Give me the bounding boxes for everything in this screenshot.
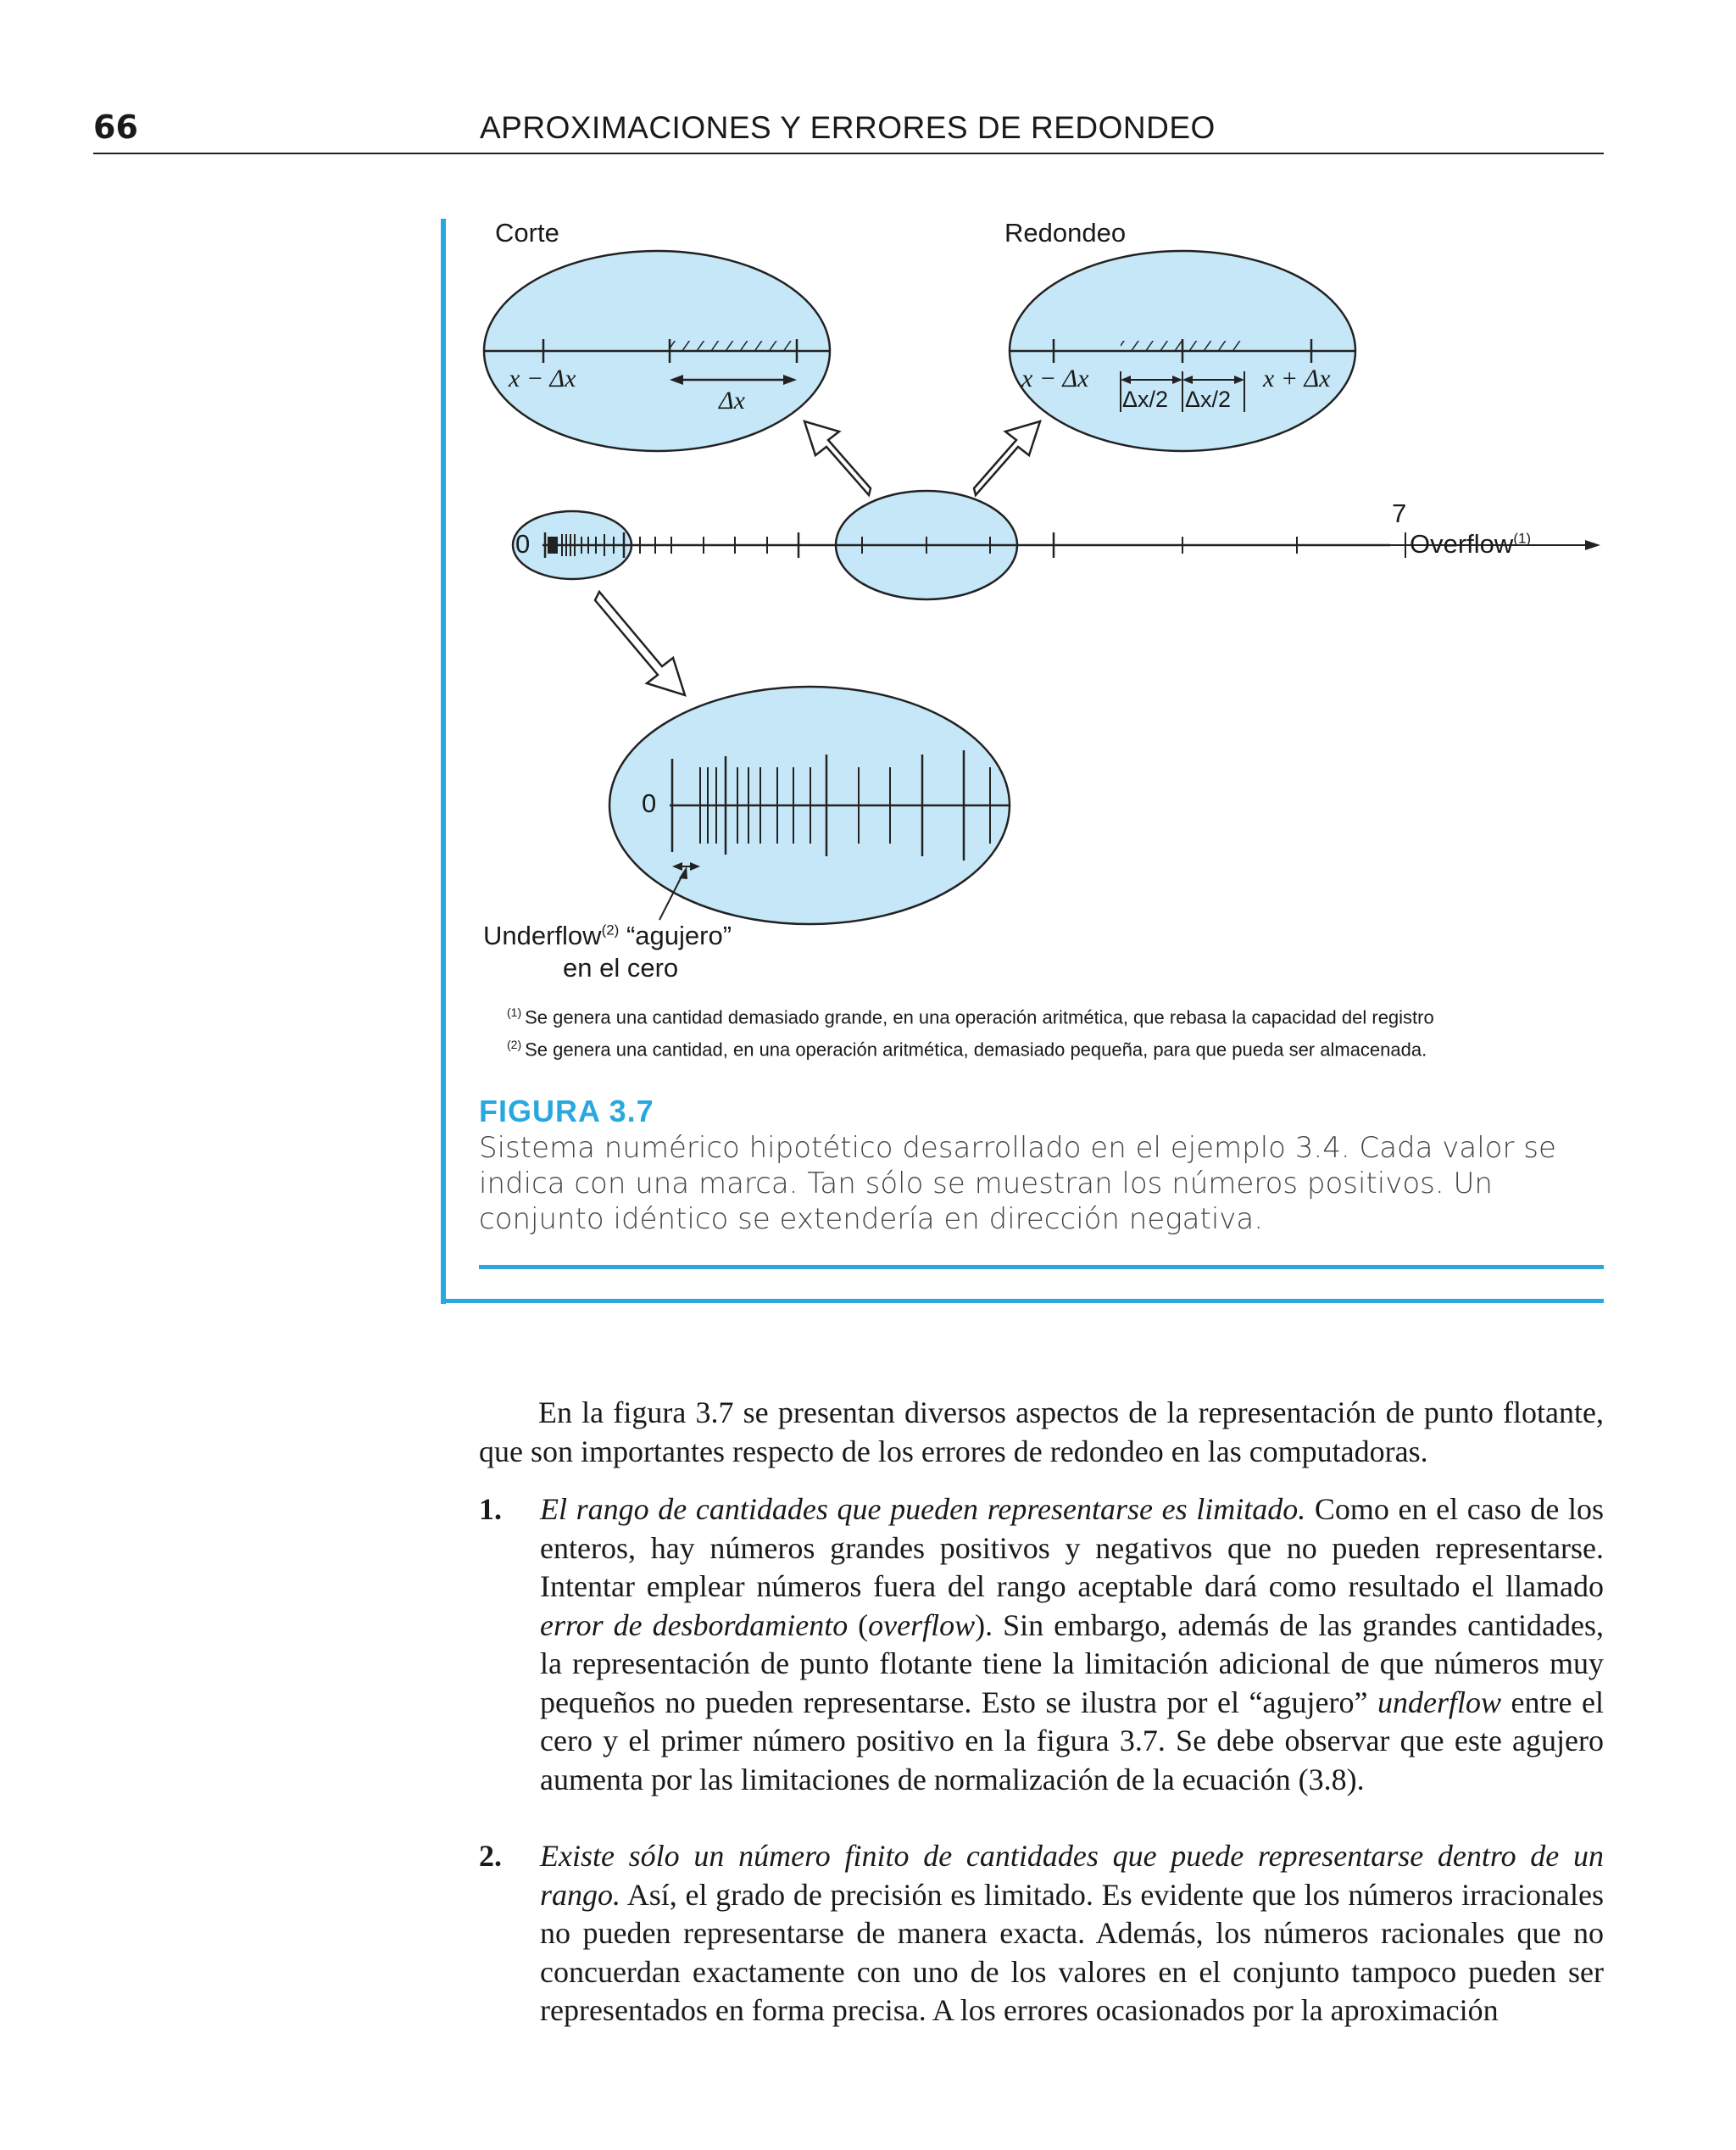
list-item-1-text: El rango de cantidades que pueden representarse es limitado. Como en el caso de los enteros, hay números grandes positivos y negativos que no pueden representarse. Intentar emplear números fuera del rango aceptable dará como resultado el llamado error de desbordamiento (overflow). Sin embargo, además de las grandes cantidades, la representación de punto flotante tiene la limitación adicional de que números muy pequeños no pueden representarse. Esto se ilustra por el “agujero” underflow entre el cero y el primer número positivo en la figura 3.7. Se debe observar que este agujero aumenta por las limitaciones de normalización de la ecuación (3.8). [540,1492,1604,1796]
running-head-title: APROXIMACIONES Y ERRORES DE REDONDEO [480,110,1216,145]
arrow-to-corte [804,421,871,495]
list-item-2-text: Existe sólo un número finito de cantidades que puede representarse dentro de un rango. Así, el grado de precisión es limitado. Es evidente que los números irracionales no pueden representarse de manera exacta. Además, los números racionales que no concuerdan exactamente con uno de los valores en el conjunto tampoco pueden ser representados en forma precisa. A los errores ocasionados por la aproximación [540,1839,1604,2027]
figure-title: FIGURA 3.7 [479,1094,654,1128]
corte-ellipse [484,251,830,451]
redondeo-left-label: x − Δx [1021,365,1089,393]
underflow-label: Underflow$^{(2)}$ “agujero” [483,921,732,950]
overflow-sup: (1) [1513,530,1532,547]
list-item-2 [479,1837,1604,2030]
overflow-label: Overflow$^{(1)}$ [1410,529,1532,559]
redondeo-half-label-1: Δx/2 [1122,387,1169,412]
redondeo-half-label-2: Δx/2 [1185,387,1232,412]
intro-paragraph: En la figura 3.7 se presentan diversos aspectos de la representación de punto flotante, que son importantes respecto de los errores de redondeo en las computadoras. [479,1395,1604,1468]
corte-dx-label: Δx [719,387,745,415]
list-item-2-number: 2. [479,1839,502,1873]
figure-caption-rule [479,1265,1604,1269]
figure-bottom-rule [441,1299,1604,1303]
figure-caption: Sistema numérico hipotético desarrollado en el ejemplo 3.4. Cada valor se indica con una marca. Tan sólo se muestran los números positivos. Un conjunto idéntico se extendería en dirección negativa. [479,1131,1556,1236]
arrow-to-redondeo [974,421,1040,495]
label-redondeo: Redondeo [1004,218,1127,248]
footnote-2: $^{(2)}$ Se genera una cantidad, en una operación aritmética, demasiado pequeña, para que pueda ser almacenada. [507,1038,1427,1061]
corte-left-label: x − Δx [509,365,576,393]
underflow-zoom-ellipse [609,687,1010,924]
underflow-sup: (2) [601,922,620,939]
hole-label: “agujero” [626,921,732,950]
list-item-1-number: 1. [479,1492,502,1526]
page-number: 66 [93,109,138,146]
zoom-zero-label: 0 [642,788,657,818]
label-corte: Corte [495,218,559,248]
seven-label: 7 [1392,499,1407,528]
footnote-1: $^{(1)}$ Se genera una cantidad demasiado grande, en una operación aritmética, que rebasa la capacidad del registro [507,1005,1434,1028]
arrow-to-zoom [595,592,685,695]
redondeo-right-label: x + Δx [1263,365,1331,393]
redondeo-ellipse [1010,251,1355,451]
main-zero-label: 0 [515,529,531,559]
list-item-1 [479,1490,1604,1799]
hole-label-2: en el cero [563,953,679,983]
